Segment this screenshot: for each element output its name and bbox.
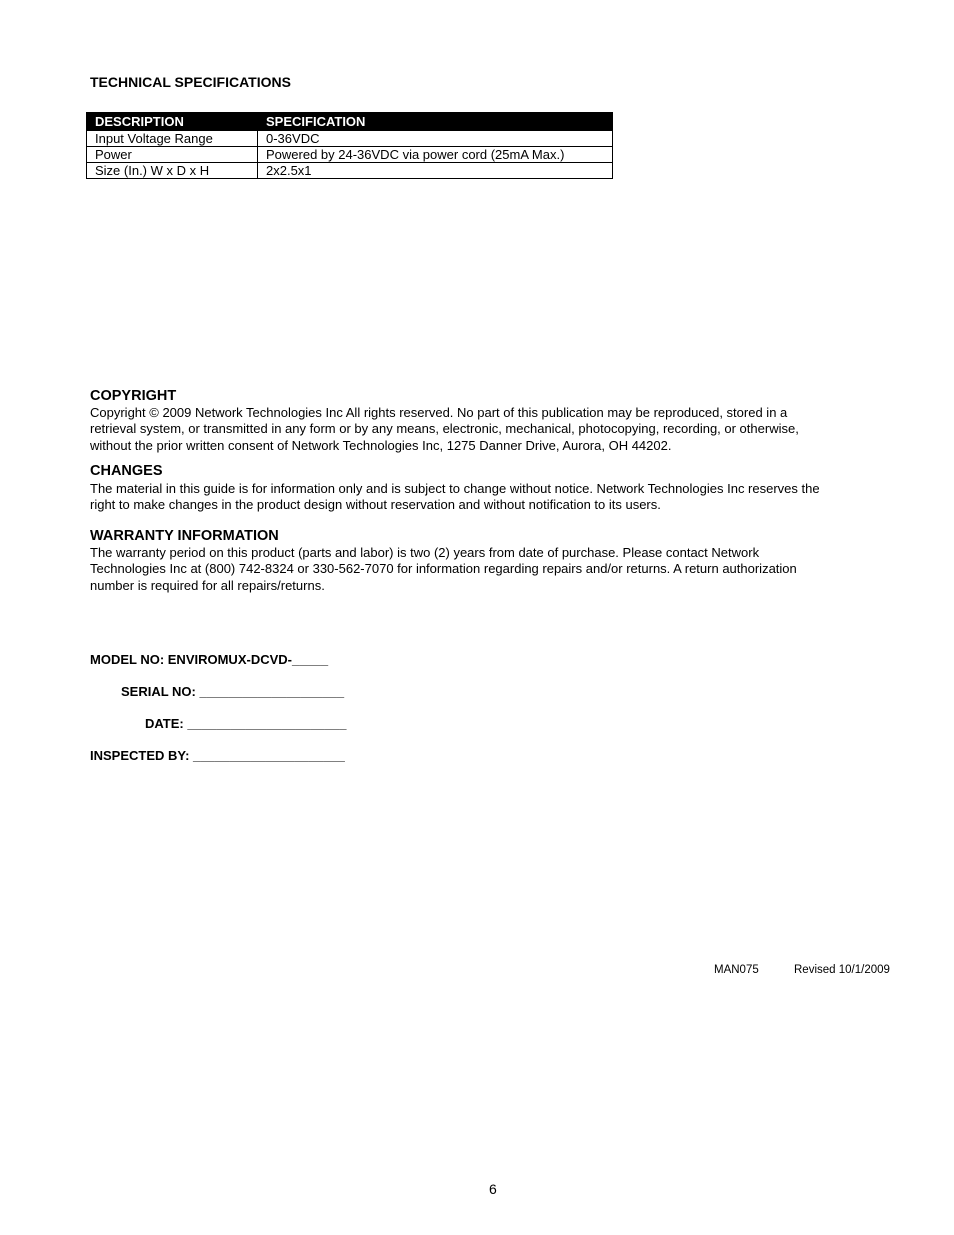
text-line: Copyright © 2009 Network Technologies Inc All rights reserved. No part of this publication may be reproduced, stored in a <box>90 405 788 420</box>
table-cell: Input Voltage Range <box>87 131 258 147</box>
text-line: retrieval system, or transmitted in any form or by any means, electronic, mechanical, photocopying, recording, or otherwise, <box>90 421 799 437</box>
tech-specs-heading: TECHNICAL SPECIFICATIONS <box>90 74 291 90</box>
text-line: The material in this guide is for information only and is subject to change without notice. Network Technologies Inc reserves the <box>90 481 820 496</box>
warranty-paragraph <box>90 545 890 594</box>
inspected-by-field: INSPECTED BY: _____________________ <box>90 748 345 763</box>
specifications-table <box>86 112 613 179</box>
text-line: The warranty period on this product (parts and labor) is two (2) years from date of purchase. Please contact Network <box>90 545 760 560</box>
changes-paragraph <box>90 481 890 514</box>
table-row <box>87 147 613 163</box>
text-line: number is required for all repairs/returns. <box>90 577 325 593</box>
model-number-field: MODEL NO: ENVIROMUX-DCVD-_____ <box>90 652 329 667</box>
text-line: right to make changes in the product design without reservation and without notification to its users. <box>90 497 661 513</box>
table-row <box>87 163 613 179</box>
text-line: without the prior written consent of Network Technologies Inc, 1275 Danner Drive, Aurora, OH 44202. <box>90 437 672 453</box>
column-header-specification: SPECIFICATION <box>258 113 613 131</box>
table-cell: Power <box>87 147 258 163</box>
table-cell: 2x2.5x1 <box>258 163 613 179</box>
table-row <box>87 131 613 147</box>
copyright-paragraph <box>90 405 890 454</box>
serial-number-field: SERIAL NO: ____________________ <box>121 684 345 699</box>
document-id: MAN075 <box>714 964 759 976</box>
table-header-row <box>87 113 613 131</box>
text-line: Technologies Inc at (800) 742-8324 or 330-562-7070 for information regarding repairs and/or returns. A return authorization <box>90 561 797 577</box>
table-cell: Size (In.) W x D x H <box>87 163 258 179</box>
revision-date: Revised 10/1/2009 <box>794 964 890 976</box>
date-field: DATE: ______________________ <box>145 716 347 731</box>
table-cell: 0-36VDC <box>258 131 613 147</box>
table-cell: Powered by 24-36VDC via power cord (25mA Max.) <box>258 147 613 163</box>
changes-heading: CHANGES <box>90 463 163 479</box>
copyright-heading: COPYRIGHT <box>90 388 177 404</box>
warranty-heading: WARRANTY INFORMATION <box>90 528 279 544</box>
column-header-description: DESCRIPTION <box>87 113 258 131</box>
page-number: 6 <box>489 1181 497 1197</box>
